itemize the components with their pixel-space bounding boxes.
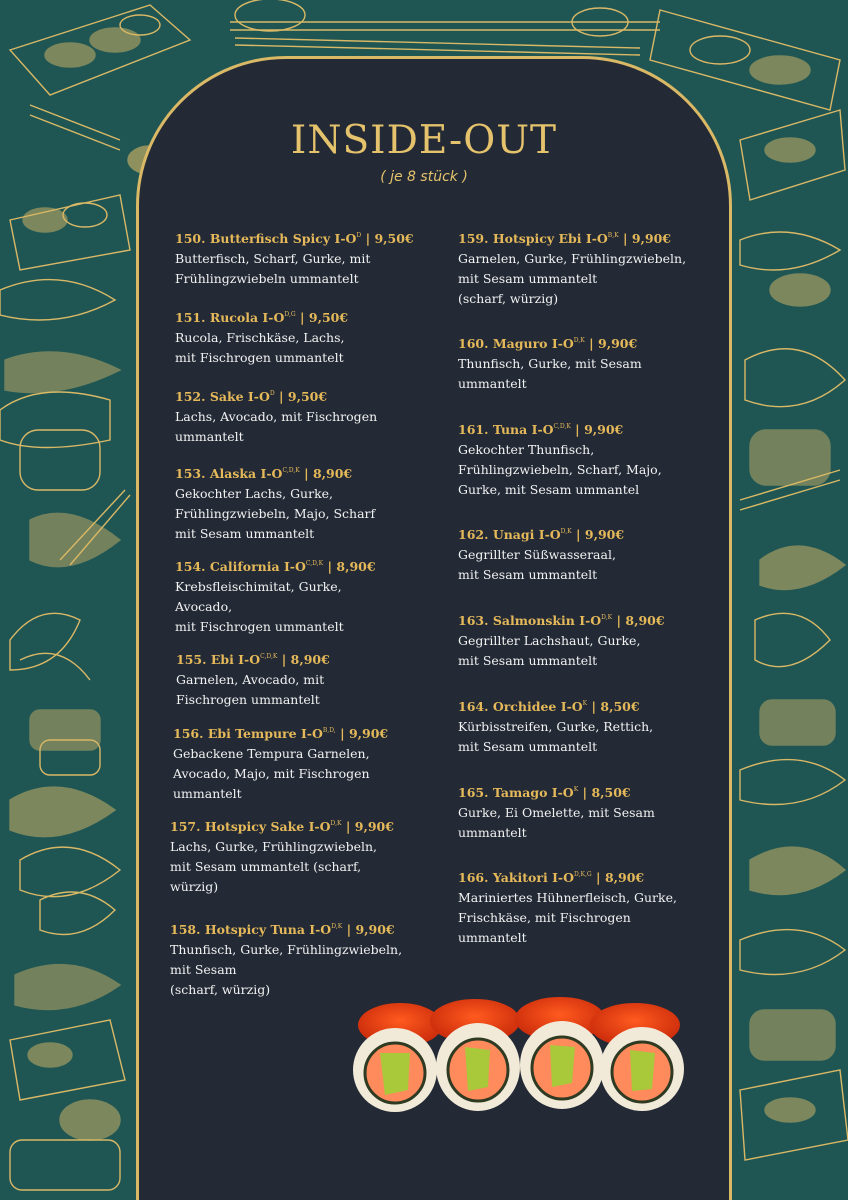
- chopsticks-decoration: [230, 0, 660, 55]
- menu-item-156: 156. Ebi Tempure $I-O^{B,D,}$ | 9,90€ Gebackene Tempura Garnelen, Avocado, Majo, mit Fischrogen ummantelt: [173, 726, 389, 801]
- menu-item-160: 160. Maguro $I-O^{D,K}$ | 9,90€ Thunfisch, Gurke, mit Sesam ummantelt: [458, 336, 642, 391]
- menu-item-164: 164. Orchidee $I-O^K$ | 8,50€ Kürbisstreifen, Gurke, Rettich, mit Sesam ummantelt: [458, 699, 654, 754]
- menu-item-152: 152. Sake $I-O^D$ | 9,50€ Lachs, Avocado, mit Fischrogen ummantelt: [175, 389, 378, 444]
- menu-item-154: 154. California $I-O^{C,D,K}$ | 8,90€ Krebsfleischimitat, Gurke, Avocado, mit Fischrogen ummantelt: [175, 559, 376, 634]
- sushi-plate-top-left: [10, 5, 190, 95]
- menu-title: INSIDE-OUT: [290, 118, 558, 163]
- menu-item-157: 157. Hotspicy Sake $I-O^{D,K}$ | 9,90€ Lachs, Gurke, Frühlingzwiebeln, mit Sesam ummantelt (scharf, würzig): [170, 819, 394, 894]
- menu-item-155: 155. Ebi $I-O^{C,D,K}$ | 8,90€ Garnelen, Avocado, mit Fischrogen ummantelt: [176, 652, 330, 707]
- menu-subtitle: ( je 8 stück ): [380, 169, 468, 185]
- menu-item-159: 159. Hotspicy Ebi $I-O^{B,K}$ | 9,90€ Garnelen, Gurke, Frühlingzwiebeln, mit Sesam ummantelt (scharf, würzig): [458, 231, 687, 306]
- menu-item-161: 161. Tuna $I-O^{C,D,K}$ | 9,90€ Gekochter Thunfisch, Frühlingzwiebeln, Scharf, Majo, Gurke, mit Sesam ummantel: [458, 422, 662, 497]
- menu-item-151: 151. Rucola $I-O^{D,G}$ | 9,50€ Rucola, Frischkäse, Lachs, mit Fischrogen ummantelt: [175, 310, 349, 365]
- menu-item-150: 150. Butterfisch Spicy $I-O^D$ | 9,50€ Butterfisch, Scharf, Gurke, mit Frühlingzwiebeln ummantelt: [175, 231, 414, 286]
- menu-item-166: 166. Yakitori $I-O^{D,K,G}$ | 8,90€ Mariniertes Hühnerfleisch, Gurke, Frischkäse, mit Fischrogen ummantelt: [458, 870, 677, 945]
- menu-item-165: 165. Tamago $I-O^K$ | 8,50€ Gurke, Ei Omelette, mit Sesam ummantelt: [458, 785, 655, 840]
- inside-out-rolls-image: [350, 995, 690, 1120]
- menu-item-163: 163. Salmonskin $I-O^{D,K}$ | 8,90€ Gegrillter Lachshaut, Gurke, mit Sesam ummantelt: [458, 613, 665, 668]
- menu-item-153: 153. Alaska $I-O^{C,D,K}$ | 8,90€ Gekochter Lachs, Gurke, Frühlingzwiebeln, Majo, Scharf mit Sesam ummantelt: [175, 466, 376, 541]
- right-decor-column: [740, 110, 848, 1160]
- menu-item-162: 162. Unagi $I-O^{D,K}$ | 9,90€ Gegrillter Süßwasseraal, mit Sesam ummantelt: [458, 527, 625, 582]
- menu-item-158: 158. Hotspicy Tuna $I-O^{D,K}$ | 9,90€ Thunfisch, Gurke, Frühlingzwiebeln, mit Sesam (scharf, würzig): [170, 922, 403, 997]
